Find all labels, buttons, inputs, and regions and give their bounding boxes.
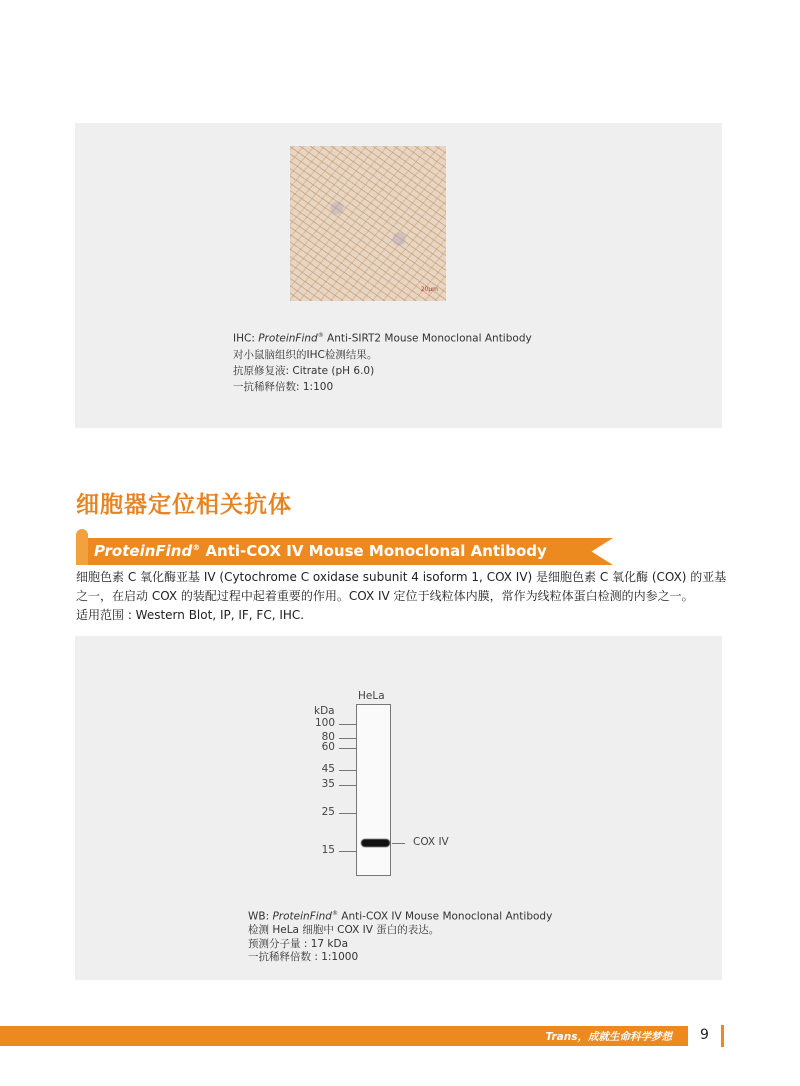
ihc-figure-panel [75,123,722,428]
marker-label: 25 [321,806,335,818]
marker-label: 100 [314,717,335,729]
marker-label: 60 [321,741,335,753]
caption-line: 一抗稀释倍数 : 1:1000 [248,951,359,963]
ihc-caption [233,328,532,395]
reg-mark: ® [192,543,201,552]
caption-line: 抗原修复液: Citrate (pH 6.0) [233,364,375,377]
marker-tick [339,813,356,814]
caption-line: 预测分子量 : 17 kDa [248,937,349,950]
product-name: Anti-SIRT2 Mouse Monoclonal Antibody [323,332,532,345]
description-line: 之一，在启动 COX 的装配过程中起着重要的作用。COX IV 定位于线粒体内膜，常作为线粒体蛋白检测的内参之一。 [76,589,694,603]
reg-mark: ® [317,332,324,339]
marker-label: 80 [321,731,335,743]
product-name: Anti-COX IV Mouse Monoclonal Antibody [337,910,553,923]
marker-label: 35 [321,778,335,790]
section-heading: 细胞器定位相关抗体 [76,492,292,518]
wb-caption [248,907,552,965]
marker-tick [339,785,356,786]
banner-tab [76,529,88,565]
footer-accent-bar [721,1025,724,1047]
applications-line: 适用范围 : Western Blot, IP, IF, FC, IHC. [76,608,305,622]
brand: ProteinFind [272,910,332,923]
marker-label: 45 [321,763,335,775]
caption-line: 检测 HeLa 细胞中 COX IV 蛋白的表达。 [248,924,440,936]
brand: ProteinFind [94,542,193,560]
marker-tick [339,748,356,749]
product-description [76,568,726,625]
scale-bar-label: 20μm [420,286,438,293]
marker-tick [339,724,356,725]
caption-prefix: IHC: [233,332,259,345]
reg-mark: ® [331,910,338,917]
marker-tick [339,738,356,739]
product-name: Anti-COX IV Mouse Monoclonal Antibody [200,542,547,560]
caption-line: 一抗稀释倍数: 1:100 [233,380,334,393]
caption-prefix: WB: [248,910,273,923]
band-pointer [392,843,405,844]
marker-label: 15 [321,844,335,856]
lane-label: HeLa [358,690,385,702]
footer-bar [0,1026,688,1046]
caption-line: 对小鼠脑组织的IHC检测结果。 [233,348,378,361]
ihc-tissue-image [290,146,446,301]
band-label: COX IV [413,836,449,848]
page-number: 9 [700,1027,709,1043]
marker-tick [339,851,356,852]
product-title [94,542,547,560]
brand: ProteinFind [258,332,318,345]
blot-lane [356,704,391,876]
description-line: 细胞色素 C 氧化酶亚基 IV (Cytochrome C oxidase subunit 4 isoform 1, COX IV) 是细胞色素 C 氧化酶 (COX) 的亚基 [76,570,727,584]
unit-label: kDa [314,705,335,717]
marker-tick [339,770,356,771]
protein-band [361,839,390,847]
footer-slogan: Trans，成就生命科学梦想 [545,1031,672,1043]
